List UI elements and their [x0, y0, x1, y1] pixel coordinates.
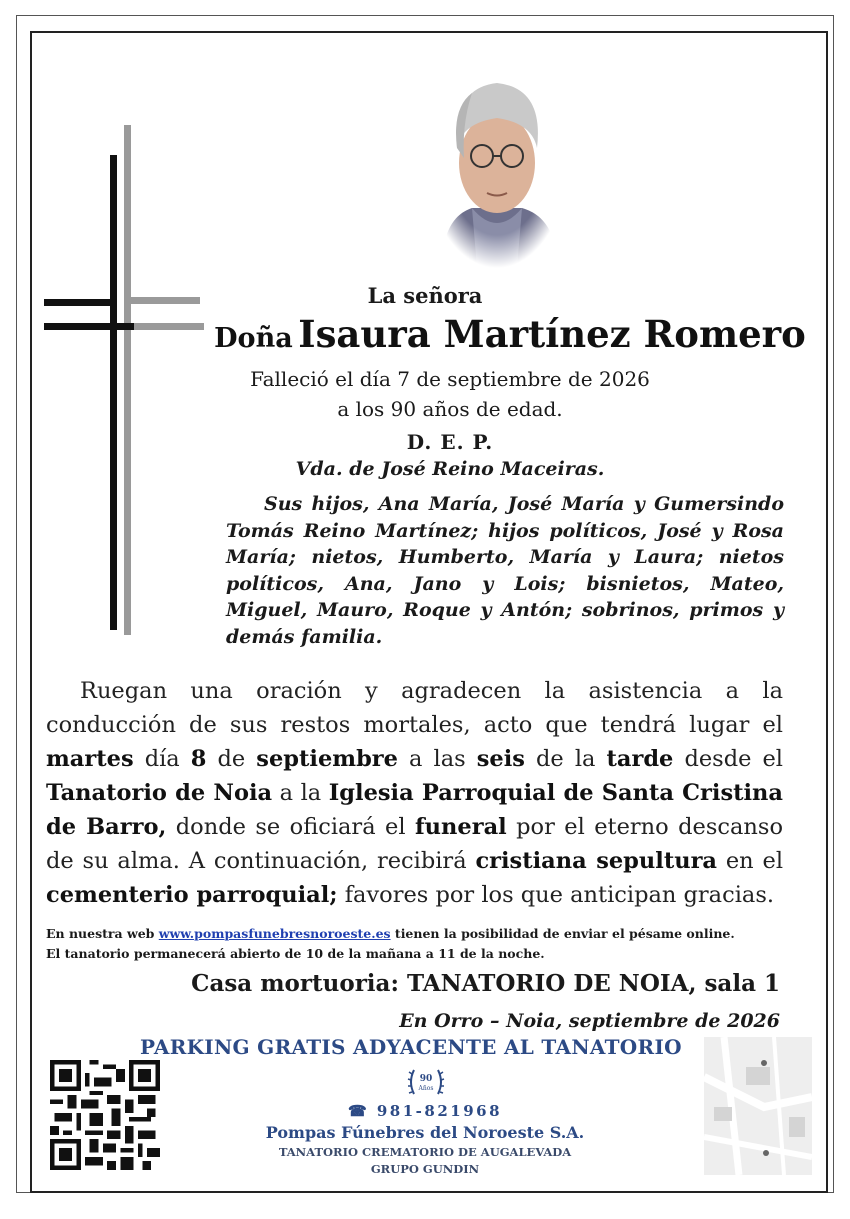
- phone-number[interactable]: ☎ 981-821968: [347, 1102, 503, 1120]
- portrait-photo: [432, 68, 562, 268]
- name-prefix: Doña: [214, 323, 293, 354]
- family-list: [226, 491, 784, 650]
- map-pin-icon: [761, 1060, 767, 1066]
- svg-text:90: 90: [419, 1074, 433, 1084]
- cross-icon: [44, 125, 204, 635]
- phone-icon: ☎: [347, 1102, 370, 1120]
- web-note: En nuestra web www.pompasfunebresnoroeste.es tienen la posibilidad de enviar el pésame online.: [46, 926, 735, 941]
- ceremony-text: Ruegan una oración y agradecen la asistencia a la conducción de sus restos mortales, acto que tendrá lugar el martes día 8 de septiembre a las seis de la tarde desde el Tanatorio de Noia a la Iglesia Parroquial de Santa Cristina de Barro, donde se oficiará el funeral por el eterno descanso de su alma. A continuación, recibirá cristiana sepultura en el cementerio parroquial; favores por los que anticipan gracias.: [46, 678, 784, 908]
- family-text: Sus hijos, Ana María, José María y Gumersindo Tomás Reino Martínez; hijos políticos, José y Rosa María; nietos, Humberto, María y Laura; nietos políticos, Ana, Jano y Lois; bisnietos, Mateo, Miguel, Mauro, Roque y Antón; sobrinos, primos y demás familia.: [226, 493, 784, 648]
- age-line: a los 90 años de edad.: [337, 397, 563, 421]
- website-link[interactable]: www.pompasfunebresnoroeste.es: [158, 926, 391, 941]
- place-date: En Orro – Noia, septiembre de 2026: [399, 1010, 780, 1032]
- anniversary-badge-icon: [406, 1062, 446, 1102]
- hours-note: El tanatorio permanecerá abierto de 10 de la mañana a 11 de la noche.: [46, 946, 545, 961]
- salutation: La señora: [367, 283, 483, 308]
- dep-line: D. E. P.: [406, 430, 494, 454]
- death-date: Falleció el día 7 de septiembre de 2026: [250, 367, 650, 391]
- deceased-name: [200, 312, 820, 356]
- qr-code[interactable]: [50, 1060, 160, 1170]
- parking-notice: PARKING GRATIS ADYACENTE AL TANATORIO: [140, 1035, 682, 1059]
- company-name: Pompas Fúnebres del Noroeste S.A.: [265, 1123, 585, 1142]
- location-map[interactable]: [704, 1037, 812, 1175]
- widow-of: Vda. de José Reino Maceiras.: [295, 458, 605, 480]
- company-sub2: GRUPO GUNDIN: [370, 1162, 480, 1176]
- svg-text:Años: Años: [418, 1085, 434, 1092]
- casa-mortuoria: Casa mortuoria: TANATORIO DE NOIA, sala 1: [191, 970, 780, 997]
- company-sub1: TANATORIO CREMATORIO DE AUGALEVADA: [278, 1145, 572, 1159]
- name-main: Isaura Martínez Romero: [298, 312, 806, 356]
